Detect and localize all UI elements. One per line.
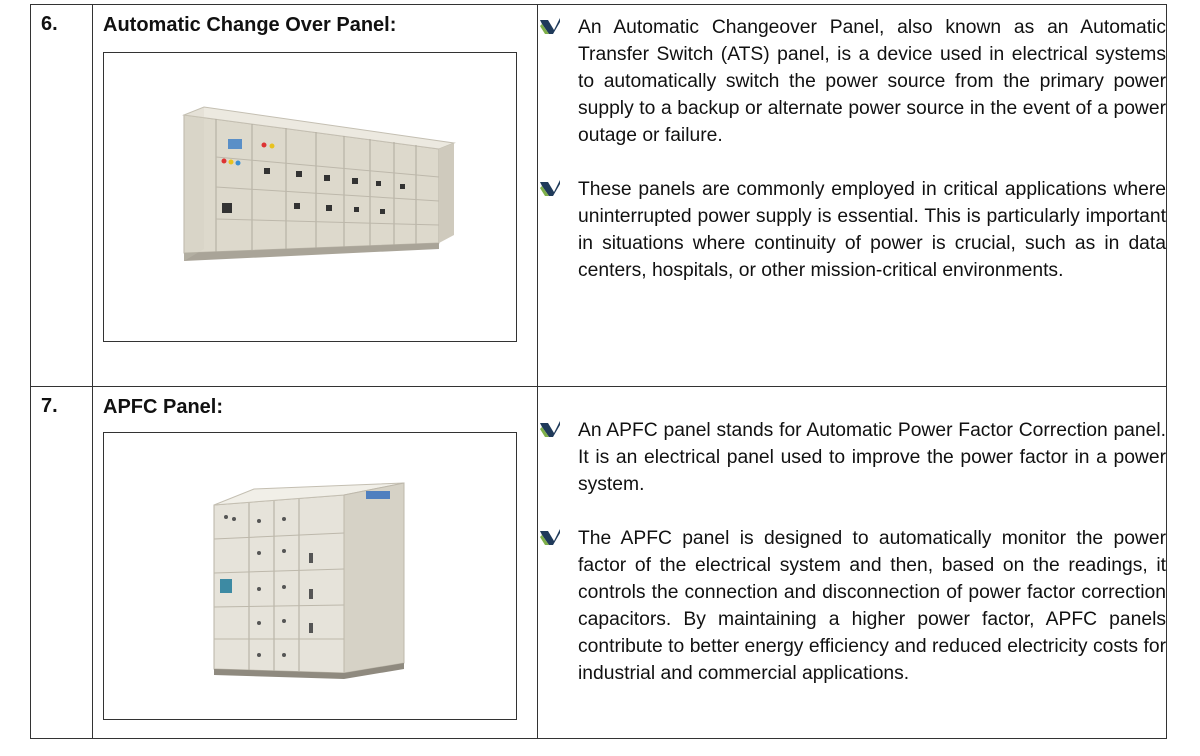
item-title: Automatic Change Over Panel: bbox=[103, 14, 397, 36]
bullet-text: The APFC panel is designed to automatically monitor the power factor of the electrical system and then, based on the readings, it controls the connection and disconnection of power factor correction capacitors. By maintaining a higher power factor, APFC panels contribute to better energy efficiency and reduced electricity costs for industrial and commercial applications. bbox=[578, 528, 1166, 684]
changeover-panel-illustration bbox=[104, 53, 516, 341]
equipment-table bbox=[30, 4, 1167, 739]
row-number: 6. bbox=[31, 5, 93, 387]
checkmark-bullet-icon bbox=[538, 14, 578, 34]
description-cell bbox=[538, 387, 1167, 739]
bullet-text: These panels are commonly employed in critical applications where uninterrupted power supply is essential. This is particularly important in situations where continuity of power is crucial, such as in data centers, hospitals, or other mission-critical environments. bbox=[578, 179, 1166, 281]
item-cell bbox=[93, 5, 538, 387]
list-item bbox=[538, 176, 1166, 284]
list-item bbox=[538, 525, 1166, 687]
checkmark-bullet-icon bbox=[538, 176, 578, 196]
checkmark-bullet-icon bbox=[538, 417, 578, 437]
item-cell bbox=[93, 387, 538, 739]
apfc-panel-image bbox=[103, 432, 517, 720]
list-item bbox=[538, 417, 1166, 498]
list-item bbox=[538, 14, 1166, 149]
description-cell bbox=[538, 5, 1167, 387]
table-row bbox=[31, 387, 1167, 739]
checkmark-bullet-icon bbox=[538, 525, 578, 545]
bullet-text: An APFC panel stands for Automatic Power Factor Correction panel. It is an electrical panel used to improve the power factor in a power system. bbox=[578, 420, 1166, 495]
row-number: 7. bbox=[31, 387, 93, 739]
bullet-text: An Automatic Changeover Panel, also known as an Automatic Transfer Switch (ATS) panel, is a device used in electrical systems to automatically switch the power source from the primary power supply to a backup or alternate power source in the event of a power outage or failure. bbox=[578, 17, 1166, 146]
table-row bbox=[31, 5, 1167, 387]
changeover-panel-image bbox=[103, 52, 517, 342]
item-title: APFC Panel: bbox=[103, 396, 224, 418]
apfc-panel-illustration bbox=[104, 433, 516, 719]
